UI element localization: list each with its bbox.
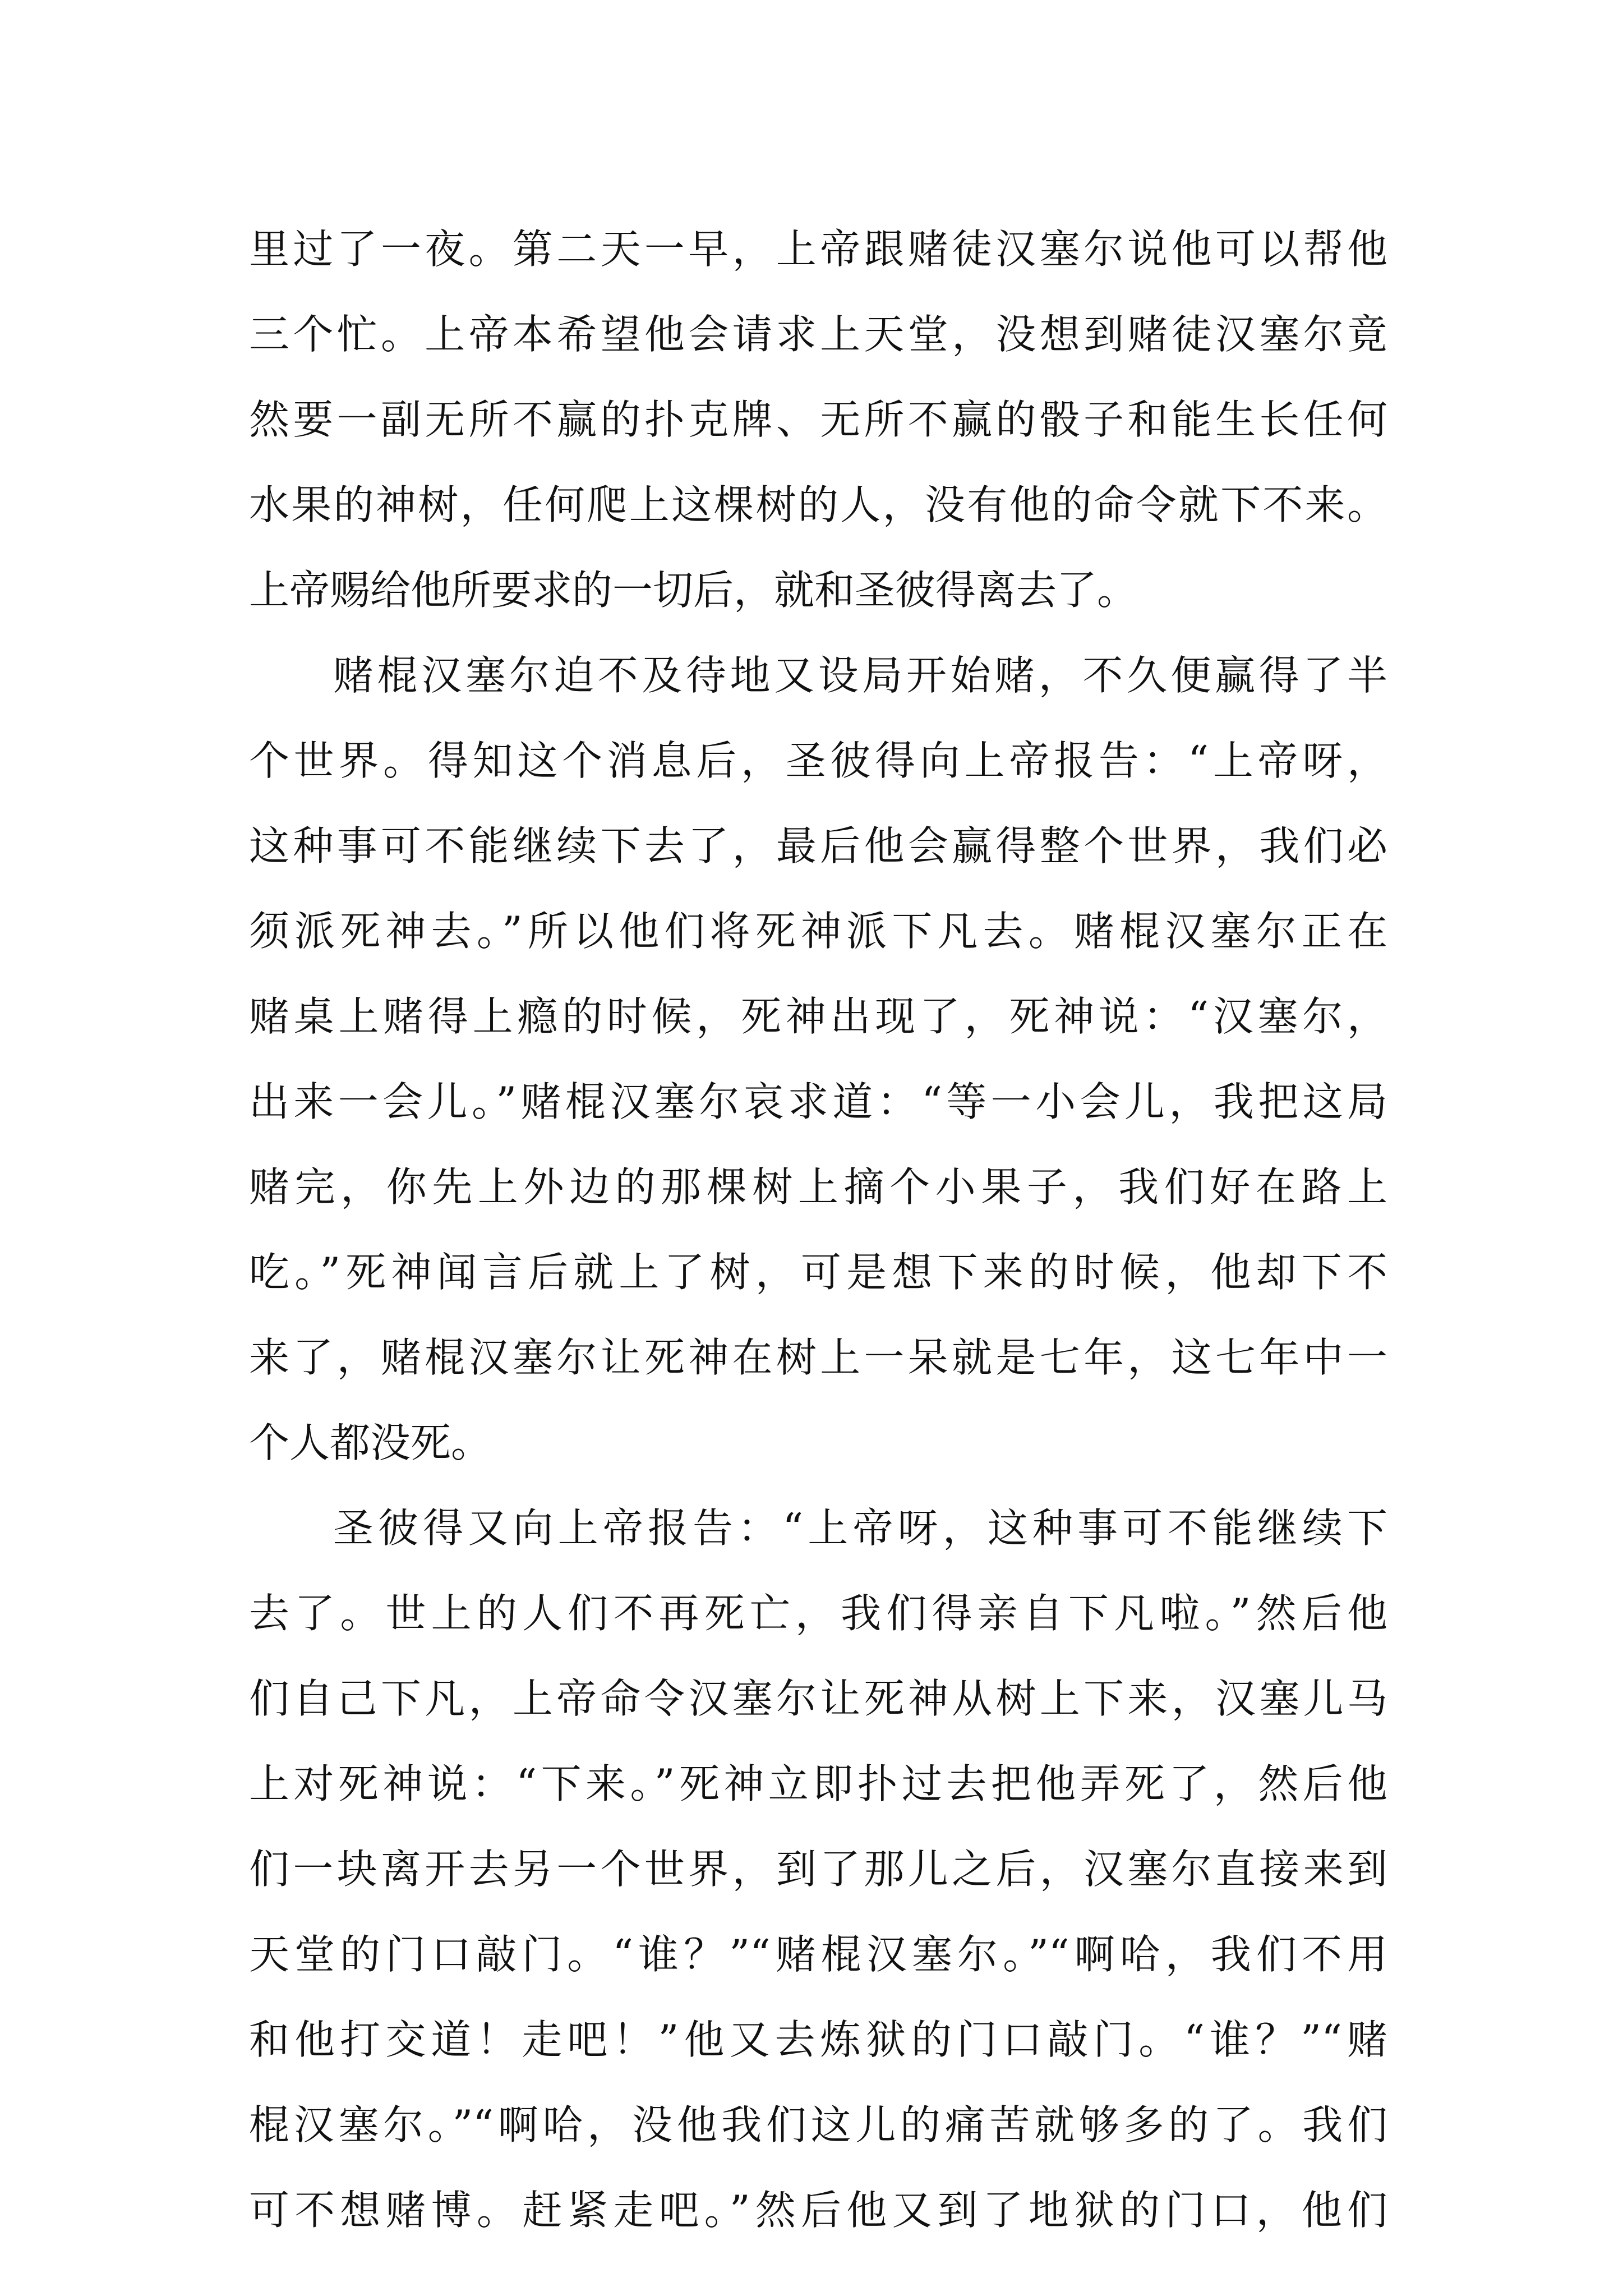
text-line: 赌桌上赌得上瘾的时候，死神出现了，死神说：“汉塞尔，	[249, 993, 1387, 1040]
story-text	[249, 206, 1387, 2253]
text-line: 上对死神说：“下来。”死神立即扑过去把他弄死了，然后他	[249, 1760, 1387, 1807]
text-line: 出来一会儿。”赌棍汉塞尔哀求道：“等一小会儿，我把这局	[249, 1078, 1387, 1125]
paragraph-first-line: 赌棍汉塞尔迫不及待地又设局开始赌，不久便赢得了半	[333, 652, 1387, 699]
text-line: 棍汉塞尔。”“啊哈，没他我们这儿的痛苦就够多的了。我们	[249, 2101, 1387, 2148]
text-line: 和他打交道！走吧！”他又去炼狱的门口敲门。“谁？”“赌	[249, 2016, 1387, 2063]
text-line: 们自己下凡，上帝命令汉塞尔让死神从树上下来，汉塞儿马	[249, 1675, 1387, 1722]
text-line: 须派死神去。”所以他们将死神派下凡去。赌棍汉塞尔正在	[249, 908, 1387, 955]
text-line: 个世界。得知这个消息后，圣彼得向上帝报告：“上帝呀，	[249, 737, 1387, 784]
paragraph-first-line: 圣彼得又向上帝报告：“上帝呀，这种事可不能继续下	[333, 1504, 1387, 1552]
text-line: 可不想赌博。赶紧走吧。”然后他又到了地狱的门口，他们	[249, 2187, 1387, 2234]
text-line: 赌完，你先上外边的那棵树上摘个小果子，我们好在路上	[249, 1163, 1387, 1211]
text-line: 然要一副无所不赢的扑克牌、无所不赢的骰子和能生长任何	[249, 396, 1387, 443]
text-line: 里过了一夜。第二天一早，上帝跟赌徒汉塞尔说他可以帮他	[249, 226, 1387, 273]
text-line: 们一块离开去另一个世界，到了那儿之后，汉塞尔直接来到	[249, 1846, 1387, 1893]
paragraph-end-line: 上帝赐给他所要求的一切后，就和圣彼得离去了。	[249, 567, 1138, 614]
paragraph-end-line: 个人都没死。	[249, 1419, 492, 1466]
text-line: 三个忙。上帝本希望他会请求上天堂，没想到赌徒汉塞尔竟	[249, 311, 1387, 358]
text-line: 水果的神树，任何爬上这棵树的人，没有他的命令就下不来。	[249, 481, 1387, 528]
text-line: 天堂的门口敲门。“谁？”“赌棍汉塞尔。”“啊哈，我们不用	[249, 1931, 1387, 1978]
text-line: 去了。世上的人们不再死亡，我们得亲自下凡啦。”然后他	[249, 1590, 1387, 1637]
text-line: 吃。”死神闻言后就上了树，可是想下来的时候，他却下不	[249, 1249, 1387, 1296]
text-line: 这种事可不能继续下去了，最后他会赢得整个世界，我们必	[249, 822, 1387, 869]
text-line: 来了，赌棍汉塞尔让死神在树上一呆就是七年，这七年中一	[249, 1334, 1387, 1381]
